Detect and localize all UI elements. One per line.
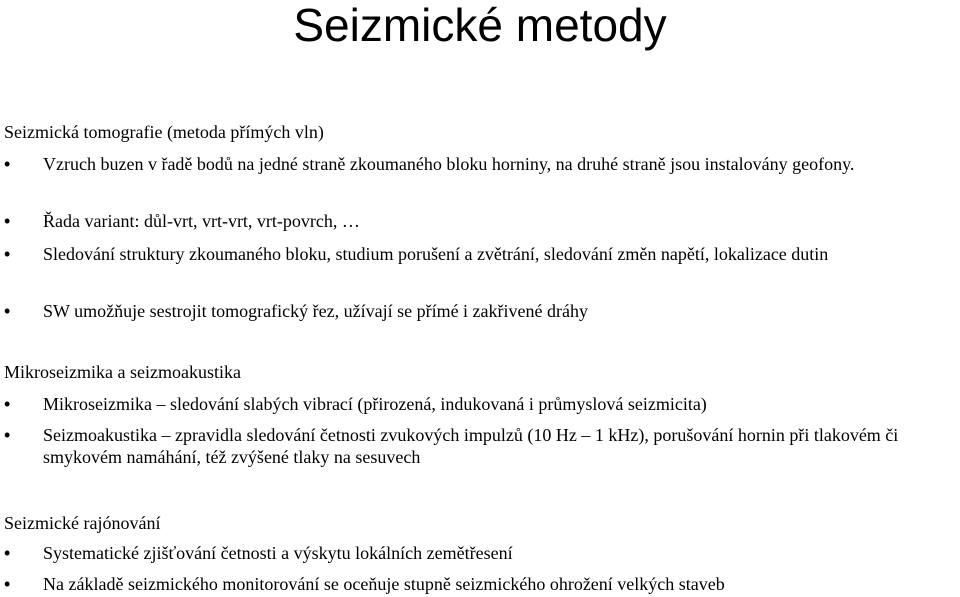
section-heading-zoning: Seizmické rajónování [4,513,161,533]
bullet-text: SW umožňuje sestrojit tomografický řez, užívají se přímé i zakřivené dráhy [43,301,588,321]
bullet-text: Mikroseizmika – sledování slabých vibrací (přirozená, indukovaná i průmyslová seizmicita) [43,394,707,414]
bullet-item [4,243,918,265]
section-heading-tomography: Seizmická tomografie (metoda přímých vln) [4,122,324,142]
bullet-item [4,300,960,322]
bullet-item [4,542,960,564]
slide-title: Seizmické metody [293,0,667,51]
bullet-icon: • [4,574,11,594]
bullet-text: Seizmoakustika – zpravidla sledování četnosti zvukových impulzů (10 Hz – 1 kHz), porušování hornin při tlakovém či smykovém namáhání, též zvýšené tlaky na sesuvech [43,425,899,467]
bullet-item [4,153,918,175]
bullet-item [4,393,960,415]
bullet-text: Sledování struktury zkoumaného bloku, studium porušení a zvětrání, sledování změn napětí, lokalizace dutin [43,244,829,264]
bullet-icon: • [4,394,11,414]
bullet-icon: • [4,244,11,264]
bullet-icon: • [4,425,11,445]
bullet-icon: • [4,543,11,563]
bullet-item [4,573,960,595]
bullet-text: Na základě seizmického monitorování se oceňuje stupně seizmického ohrožení velkých staveb [43,574,725,594]
bullet-text: Vzruch buzen v řadě bodů na jedné straně zkoumaného bloku horniny, na druhé straně jsou instalovány geofony. [43,154,855,174]
section-heading-microseismic: Mikroseizmika a seizmoakustika [4,362,241,382]
bullet-icon: • [4,301,11,321]
bullet-icon: • [4,154,11,174]
bullet-item [4,424,960,468]
bullet-text: Systematické zjišťování četnosti a výskytu lokálních zemětřesení [43,543,513,563]
bullet-text: Řada variant: důl-vrt, vrt-vrt, vrt-povrch, … [43,211,360,231]
bullet-item [4,210,960,232]
bullet-icon: • [4,211,11,231]
